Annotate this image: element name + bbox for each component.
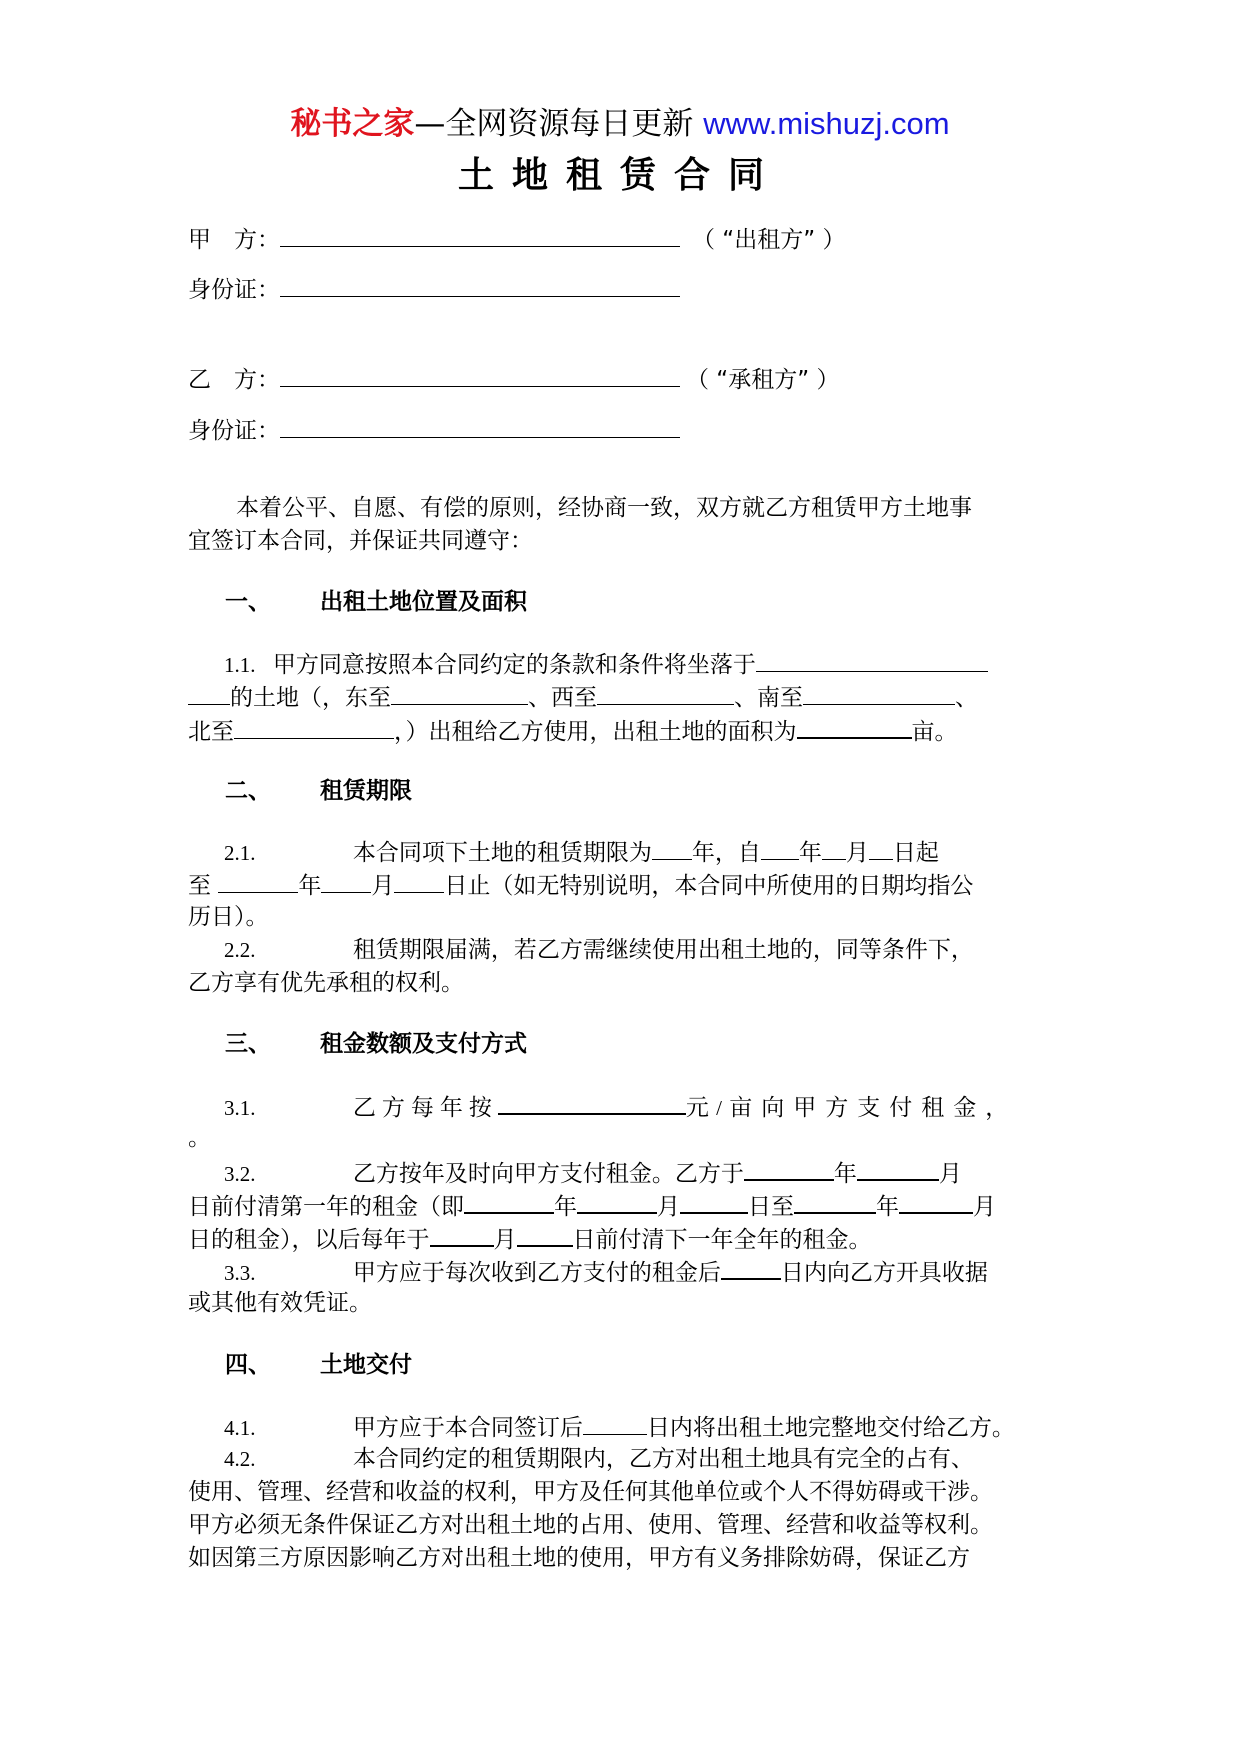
term-years-blank <box>652 835 692 860</box>
end-year-blank <box>218 868 298 893</box>
clause-text: 年 <box>298 873 322 899</box>
clause-text: 月 <box>938 1161 962 1187</box>
clause-number: 2.1. <box>224 841 256 865</box>
party-b-line <box>188 362 839 396</box>
annual-pay-day-blank <box>517 1221 573 1247</box>
period-start-day-blank <box>680 1188 748 1214</box>
clause-text: 租赁期限届满，若乙方需继续使用出租土地的，同等条件下， <box>352 937 974 963</box>
start-day-blank <box>869 835 893 860</box>
party-b-id-line <box>188 413 680 447</box>
clause-text: 甲方应于本合同签订后 <box>352 1415 583 1441</box>
end-month-blank <box>321 868 371 893</box>
clause-1-1-line-3 <box>188 713 958 748</box>
section-title: 土地交付 <box>320 1352 412 1378</box>
end-day-blank <box>394 868 444 893</box>
south-boundary-blank <box>803 680 955 705</box>
intro-line-2: 宜签订本合同，并保证共同遵守： <box>188 528 533 554</box>
clause-3-1-line-1 <box>224 1089 1017 1124</box>
clause-text: 的土地（，东至 <box>230 685 391 711</box>
clause-3-3-line-1 <box>224 1254 988 1289</box>
section-title: 租金数额及支付方式 <box>320 1031 527 1057</box>
clause-4-2-line-2: 使用、管理、经营和收益的权利，甲方及任何其他单位或个人不得妨碍或干涉。 <box>188 1479 993 1505</box>
delivery-days-blank <box>583 1410 647 1435</box>
section-heading-1 <box>225 586 527 618</box>
section-number: 一、 <box>225 589 271 615</box>
clause-text: 月 <box>657 1194 680 1220</box>
period-start-month-blank <box>577 1188 657 1214</box>
period-end-year-blank <box>794 1188 876 1214</box>
clause-text: 日内将出租土地完整地交付给乙方。 <box>646 1415 1015 1441</box>
party-a-label: 甲 方： <box>188 227 280 253</box>
clause-2-1-line-3: 历日）。 <box>188 904 269 930</box>
clause-text: 日内向乙方开具收据 <box>780 1260 988 1286</box>
clause-text: 亩向甲方支付租金， <box>729 1095 1018 1121</box>
clause-text: 年 <box>833 1161 857 1187</box>
first-pay-year-blank <box>744 1155 834 1181</box>
clause-text: 年 <box>876 1194 899 1220</box>
clause-text: 、西至 <box>528 685 597 711</box>
location-blank <box>756 647 988 672</box>
clause-text: 甲方同意按照本合同约定的条款和条件将坐落于 <box>272 652 756 678</box>
document-title: 土地租赁合同 <box>457 155 782 196</box>
clause-text: 亩。 <box>911 719 958 745</box>
section-number: 四、 <box>225 1352 271 1378</box>
slash: / <box>716 1096 722 1120</box>
section-heading-4 <box>225 1349 412 1381</box>
party-a-id-blank <box>280 272 680 297</box>
clause-2-2-line-2: 乙方享有优先承租的权利。 <box>188 970 464 996</box>
east-boundary-blank <box>391 680 528 705</box>
north-boundary-blank <box>234 714 394 739</box>
clause-3-3-line-2: 或其他有效凭证。 <box>188 1290 372 1316</box>
clause-text: 月 <box>493 1227 517 1253</box>
clause-4-2-line-1 <box>224 1443 974 1475</box>
site-banner <box>0 104 1240 144</box>
clause-text: ，）出租给乙方使用，出租土地的面积为 <box>394 719 797 745</box>
start-year-blank <box>761 835 799 860</box>
period-start-year-blank <box>464 1188 554 1214</box>
section-title: 租赁期限 <box>320 778 412 804</box>
party-b-id-blank <box>280 413 680 438</box>
rent-amount-blank <box>498 1089 686 1115</box>
clause-text: 月 <box>371 873 395 899</box>
clause-text: 月 <box>973 1194 996 1220</box>
annual-pay-month-blank <box>430 1221 494 1247</box>
clause-2-1-line-1 <box>224 835 939 869</box>
clause-3-2-line-3 <box>188 1221 872 1256</box>
clause-4-1-line-1 <box>224 1410 1015 1444</box>
clause-text: 至 <box>188 873 211 899</box>
clause-text: 日前付清第一年的租金（即 <box>188 1194 464 1220</box>
west-boundary-blank <box>597 680 734 705</box>
clause-text: 乙方按年及时向甲方支付租金。乙方于 <box>352 1161 744 1187</box>
clause-1-1-line-1 <box>224 647 988 681</box>
clause-number: 4.2. <box>224 1447 256 1471</box>
party-b-id-label: 身份证： <box>188 418 280 444</box>
clause-text: 日起 <box>892 840 939 866</box>
section-title: 出租土地位置及面积 <box>320 589 527 615</box>
section-number: 三、 <box>225 1031 271 1057</box>
clause-text: 本合同项下土地的租赁期限为 <box>352 840 652 866</box>
party-b-role: （ “承租方” ） <box>686 367 840 393</box>
clause-number: 3.3. <box>224 1261 256 1285</box>
clause-text: 、 <box>955 685 978 711</box>
party-a-id-label: 身份证： <box>188 277 280 303</box>
clause-3-2-line-1 <box>224 1155 962 1190</box>
intro-line-1: 本着公平、自愿、有偿的原则，经协商一致，双方就乙方租赁甲方土地事 <box>236 495 972 521</box>
banner-tagline: —全网资源每日更新 <box>414 106 694 142</box>
party-b-label: 乙 方： <box>188 367 280 393</box>
section-heading-3 <box>225 1028 527 1060</box>
party-a-line <box>188 222 845 256</box>
party-a-role: （ “出租方” ） <box>692 227 846 253</box>
receipt-days-blank <box>721 1254 781 1280</box>
clause-text: 年，自 <box>691 840 761 866</box>
clause-text: 本合同约定的租赁期限内，乙方对出租土地具有完全的占有、 <box>352 1446 974 1472</box>
start-month-blank <box>822 835 846 860</box>
clause-text: 乙方每年按 <box>352 1095 498 1121</box>
clause-number: 3.2. <box>224 1162 256 1186</box>
clause-text: 月 <box>845 840 869 866</box>
section-number: 二、 <box>225 778 271 804</box>
clause-2-1-line-2 <box>188 868 973 902</box>
first-pay-month-blank <box>857 1155 939 1181</box>
clause-text: 元 <box>685 1095 709 1121</box>
clause-number: 4.1. <box>224 1416 256 1440</box>
brand-name: 秘书之家 <box>290 106 415 142</box>
clause-4-2-line-4: 如因第三方原因影响乙方对出租土地的使用，甲方有义务排除妨碍，保证乙方 <box>188 1545 970 1571</box>
area-blank <box>797 713 912 739</box>
clause-text: 年 <box>554 1194 577 1220</box>
clause-text: 日的租金），以后每年于 <box>188 1227 430 1253</box>
section-heading-2 <box>225 775 412 807</box>
clause-4-2-line-3: 甲方必须无条件保证乙方对出租土地的占用、使用、管理、经营和收益等权利。 <box>188 1512 993 1538</box>
clause-2-2-line-1 <box>224 934 974 966</box>
clause-text: 日至 <box>748 1194 794 1220</box>
clause-text: 年 <box>798 840 822 866</box>
clause-1-1-line-2 <box>188 680 978 714</box>
clause-number: 2.2. <box>224 938 256 962</box>
period-end-month-blank <box>899 1188 973 1214</box>
clause-3-1-line-2: 。 <box>188 1125 211 1151</box>
clause-text: 甲方应于每次收到乙方支付的租金后 <box>352 1260 721 1286</box>
clause-text: 日前付清下一年全年的租金。 <box>572 1227 872 1253</box>
clause-3-2-line-2 <box>188 1188 996 1223</box>
party-b-name-blank <box>280 362 680 387</box>
banner-url[interactable]: www.mishuzj.com <box>703 106 950 141</box>
party-a-name-blank <box>280 222 680 247</box>
clause-text: 北至 <box>188 719 234 745</box>
clause-number: 3.1. <box>224 1096 256 1120</box>
location-blank-cont <box>188 680 230 705</box>
clause-number: 1.1. <box>224 653 256 677</box>
party-a-id-line <box>188 272 680 306</box>
clause-text: 日止（如无特别说明，本合同中所使用的日期均指公 <box>444 873 974 899</box>
clause-text: 、南至 <box>734 685 803 711</box>
